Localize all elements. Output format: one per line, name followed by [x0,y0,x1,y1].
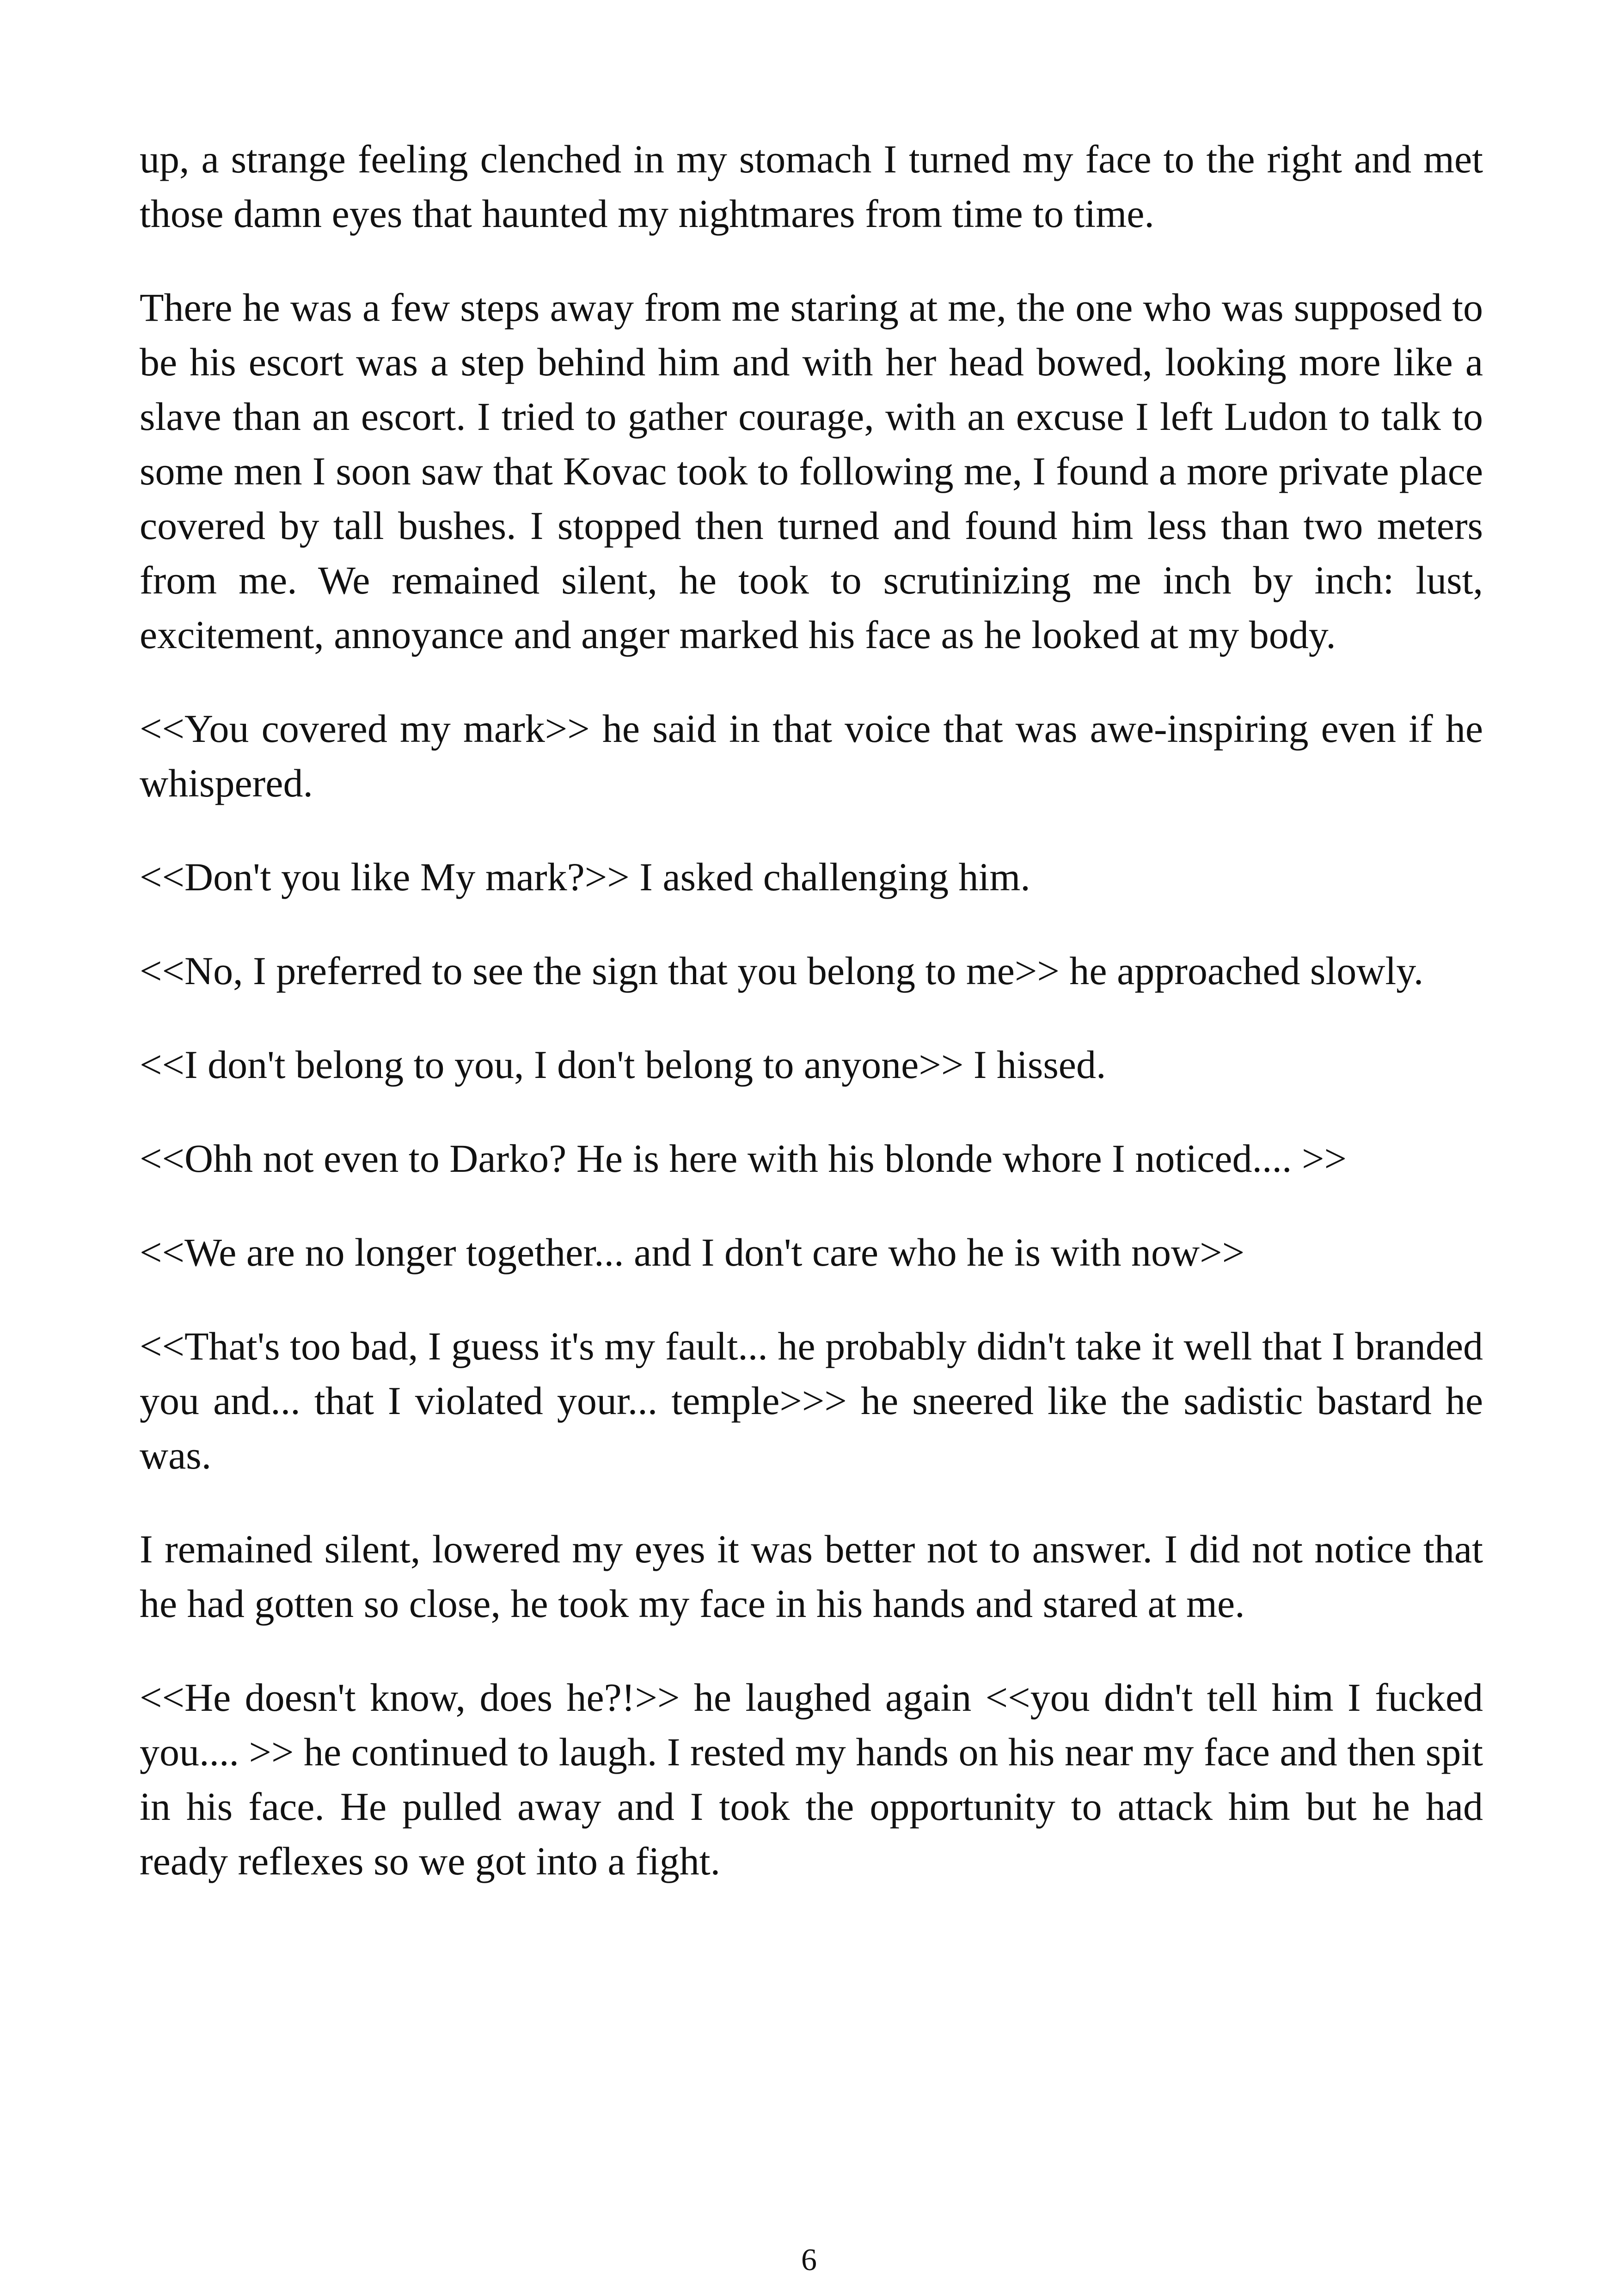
paragraph-7: <<Ohh not even to Darko? He is here with his blonde whore I noticed.... >> [140,1136,1347,1181]
paragraph-4: <<Don't you like My mark?>> I asked challenging him. [140,855,1030,899]
paragraph-11: <<He doesn't know, does he?!>> he laughed again <<you didn't tell him I fucked you.... >> he continued to laugh. I rested my hands on his near my face and then spit in his face. He pulled away and I took the opportunity to attack him but he had ready reflexes so we got into a fight. [140,1675,1483,1883]
paragraph-10: I remained silent, lowered my eyes it was better not to answer. I did not notice that he had gotten so close, he took my face in his hands and stared at me. [140,1527,1483,1626]
paragraph-1: up, a strange feeling clenched in my stomach I turned my face to the right and met those damn eyes that haunted my nightmares from time to time. [140,137,1483,236]
paragraph-3: <<You covered my mark>> he said in that voice that was awe-inspiring even if he whispered. [140,706,1483,805]
paragraph-5: <<No, I preferred to see the sign that you belong to me>> he approached slowly. [140,949,1424,993]
page-number: 6 [801,2242,817,2277]
paragraph-9: <<That's too bad, I guess it's my fault... he probably didn't take it well that I branded you and... that I violated your... temple>>> he sneered like the sadistic bastard he was. [140,1324,1483,1477]
paragraph-2: There he was a few steps away from me staring at me, the one who was supposed to be his escort was a step behind him and with her head bowed, looking more like a slave than an escort. I tried to gather courage, with an excuse I left Ludon to talk to some men I soon saw that Kovac took to following me, I found a more private place covered by tall bushes. I stopped then turned and found him less than two meters from me. We remained silent, he took to scrutinizing me inch by inch: lust, excitement, annoyance and anger marked his face as he looked at my body. [140,285,1483,657]
paragraph-8: <<We are no longer together... and I don't care who he is with now>> [140,1230,1245,1274]
paragraph-6: <<I don't belong to you, I don't belong to anyone>> I hissed. [140,1042,1106,1087]
body-text [140,132,1483,1928]
